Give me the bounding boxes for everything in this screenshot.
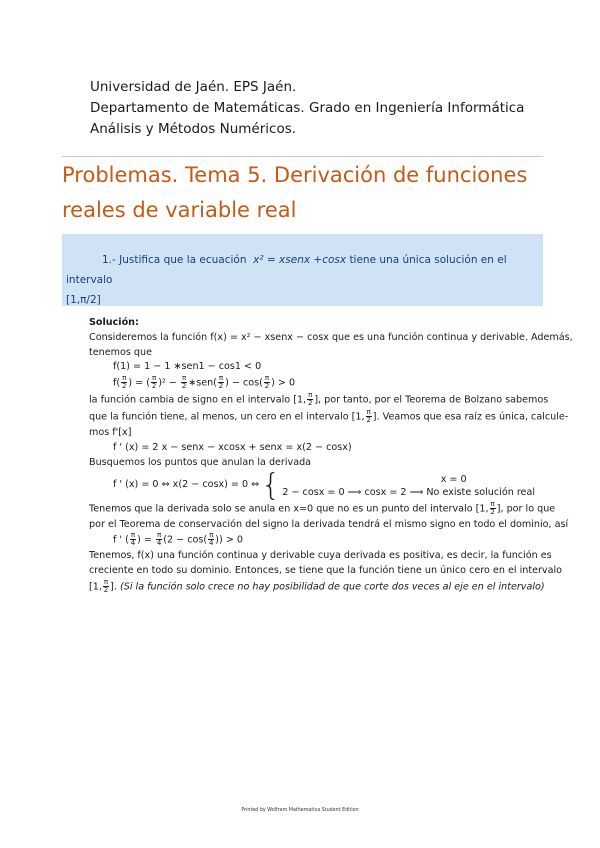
- course-line: Análisis y Métodos Numéricos.: [90, 121, 297, 137]
- equation-cases: f ' (x) = 0 ⇔ x(2 − cosx) = 0 ⇔ { x = 0 2 − cosx = 0 ⟹ cosx = 2 ⟹ No existe solución real: [113, 467, 536, 503]
- problem-text-a: Justifica que la ecuación: [119, 254, 247, 266]
- equation-f-pi-half: f( $\frac{\pi}{2}$ ) = ( $\frac{\pi}{2}$ )² − $\frac{\pi}{2}$ ∗sen( $\frac{\pi}{2}$ ) − cos( $\frac{\pi}{2}$ ) > 0: [113, 374, 296, 391]
- solution-heading: Solución:: [89, 317, 139, 328]
- print-footer: Printed by Wolfram Mathematica Student Edition: [241, 808, 359, 813]
- case-1: x = 0: [440, 473, 467, 485]
- equation-f1: f(1) = 1 − 1 ∗sen1 − cos1 < 0: [113, 361, 262, 373]
- case-2: 2 − cosx = 0 ⟹ cosx = 2 ⟹ No existe solución real: [282, 486, 536, 498]
- solution-p6: Tenemos que la derivada solo se anula en x=0 que no es un punto del intervalo [1, $\frac{\pi}{2}$ ], por lo que: [89, 499, 556, 516]
- solution-p7: por el Teorema de conservación del signo la derivada tendrá el mismo signo en todo el dominio, así: [89, 518, 569, 530]
- solution-p1b: tenemos que: [89, 346, 152, 358]
- university-line: Universidad de Jaén. EPS Jaén.: [90, 79, 297, 95]
- equation-derivative: f ' (x) = 2 x − senx − xcosx + senx = x(2 − cosx): [113, 441, 352, 453]
- solution-p5: Busquemos los puntos que anulan la derivada: [89, 456, 312, 468]
- solution-p9: creciente en todo su dominio. Entonces, se tiene que la función tiene un único cero en el intervalo: [89, 565, 563, 577]
- equation-f-prime-pi-4: f ' ( $\frac{\pi}{4}$ ) = $\frac{\pi}{4}$ (2 − cos( $\frac{\pi}{4}$ )) > 0: [113, 531, 244, 548]
- header-divider: [62, 156, 543, 157]
- problem-number: 1.-: [102, 254, 116, 266]
- page-title: Problemas. Tema 5. Derivación de funciones reales de variable real: [62, 163, 528, 222]
- problem-statement: [62, 234, 543, 306]
- solution-p4: mos f'[x]: [89, 427, 132, 439]
- problem-interval: [1,π/2]: [66, 294, 101, 306]
- solution-p8: Tenemos, f(x) una función continua y derivable cuya derivada es positiva, es decir, la función es: [89, 550, 552, 562]
- left-brace: {: [261, 467, 281, 503]
- solution-p3: que la función tiene, al menos, un cero en el intervalo [1, $\frac{\pi}{2}$ ]. Veamos que esa raíz es única, calcule-: [89, 408, 569, 425]
- solution-block: [89, 316, 573, 596]
- department-line: Departamento de Matemáticas. Grado en Ingeniería Informática: [90, 100, 525, 116]
- solution-p1a: Consideremos la función f(x) = x² − xsenx − cosx que es una función continua y derivable. Además,: [89, 331, 573, 343]
- solution-p10: [1, $\frac{\pi}{2}$ ]. (Si la función solo crece no hay posibilidad de que corte dos veces al eje en el intervalo): [89, 577, 545, 594]
- document-header: [90, 77, 524, 140]
- solution-note: (Si la función solo crece no hay posibilidad de que corte dos veces al eje en el intervalo): [119, 581, 545, 593]
- problem-text-b: tiene una única solución en el intervalo: [66, 254, 507, 286]
- solution-p2: la función cambia de signo en el intervalo [1, $\frac{\pi}{2}$ ], por tanto, por el Teorema de Bolzano sabemos: [89, 391, 549, 408]
- problem-equation: x² = xsenx +cosx: [253, 254, 347, 266]
